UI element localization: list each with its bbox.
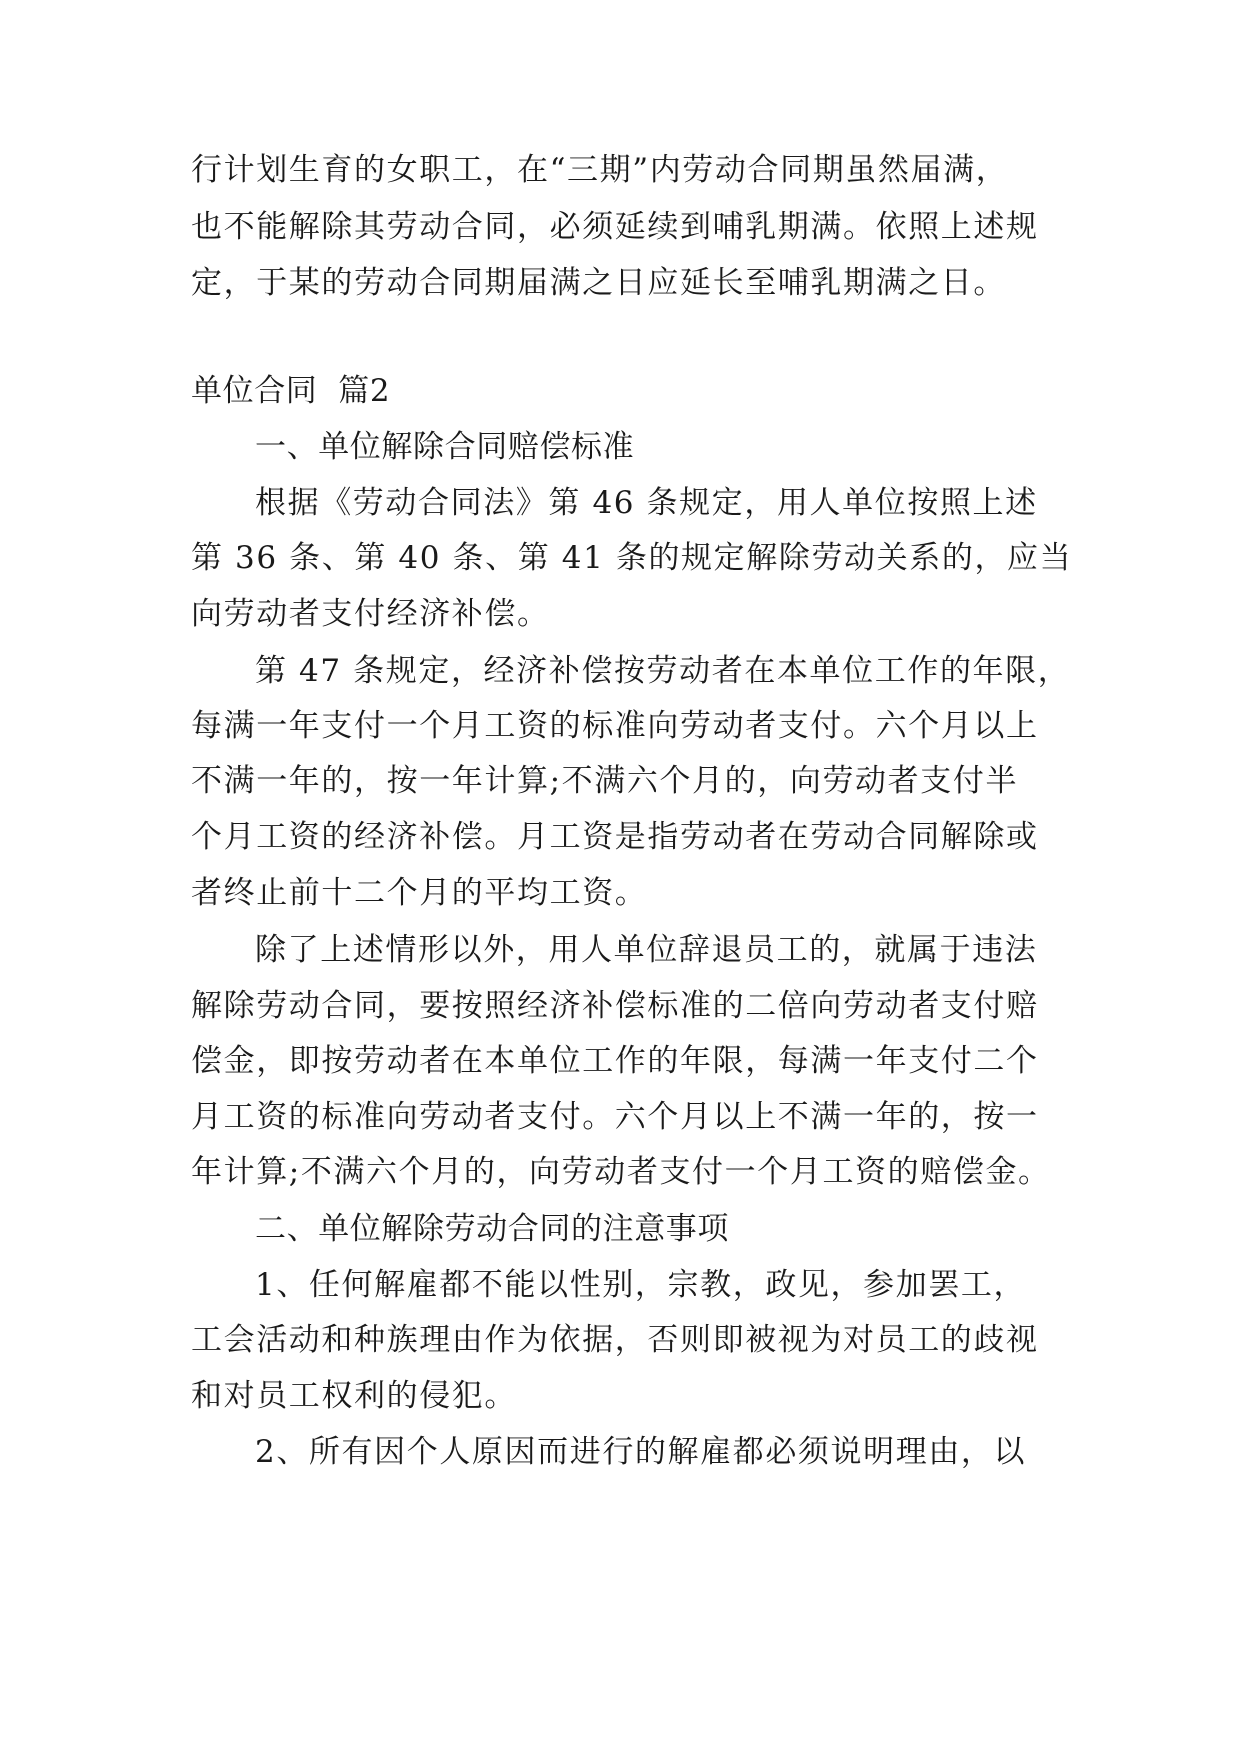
paragraph-line: 第 47 条规定，经济补偿按劳动者在本单位工作的年限，	[255, 653, 1071, 689]
paragraph-line: 月工资的标准向劳动者支付。六个月以上不满一年的，按一	[191, 1099, 1039, 1135]
paragraph-line: 个月工资的经济补偿。月工资是指劳动者在劳动合同解除或	[191, 819, 1039, 855]
list-item-line: 2、所有因个人原因而进行的解雇都必须说明理由，以	[255, 1434, 1027, 1470]
list-item-line: 1、任何解雇都不能以性别，宗教，政见，参加罢工，	[255, 1267, 1027, 1303]
paragraph-line: 根据《劳动合同法》第 46 条规定，用人单位按照上述	[255, 485, 1038, 521]
paragraph-line: 每满一年支付一个月工资的标准向劳动者支付。六个月以上	[191, 708, 1039, 744]
intro-line: 定，于某的劳动合同期届满之日应延长至哺乳期满之日。	[191, 265, 1006, 301]
heading-termination-notes: 二、单位解除劳动合同的注意事项	[255, 1211, 729, 1247]
intro-line: 也不能解除其劳动合同，必须延续到哺乳期满。依照上述规	[191, 209, 1039, 245]
heading-compensation-standard: 一、单位解除合同赔偿标准	[255, 429, 635, 465]
intro-line: 行计划生育的女职工，在“三期”内劳动合同期虽然届满，	[191, 152, 1009, 188]
paragraph-line: 解除劳动合同，要按照经济补偿标准的二倍向劳动者支付赔	[191, 988, 1039, 1024]
paragraph-line: 第 36 条、第 40 条、第 41 条的规定解除劳动关系的，应当	[191, 540, 1073, 576]
paragraph-line: 除了上述情形以外，用人单位辞退员工的，就属于违法	[255, 932, 1038, 968]
section-title: 单位合同 篇2	[191, 373, 391, 409]
paragraph-line: 向劳动者支付经济补偿。	[191, 596, 550, 632]
paragraph-line: 年计算;不满六个月的，向劳动者支付一个月工资的赔偿金。	[191, 1154, 1051, 1190]
paragraph-line: 不满一年的，按一年计算;不满六个月的，向劳动者支付半	[191, 763, 1019, 799]
list-item-line: 工会活动和种族理由作为依据，否则即被视为对员工的歧视	[191, 1322, 1039, 1358]
list-item-line: 和对员工权利的侵犯。	[191, 1378, 517, 1414]
paragraph-line: 者终止前十二个月的平均工资。	[191, 875, 648, 911]
paragraph-line: 偿金，即按劳动者在本单位工作的年限，每满一年支付二个	[191, 1043, 1039, 1079]
